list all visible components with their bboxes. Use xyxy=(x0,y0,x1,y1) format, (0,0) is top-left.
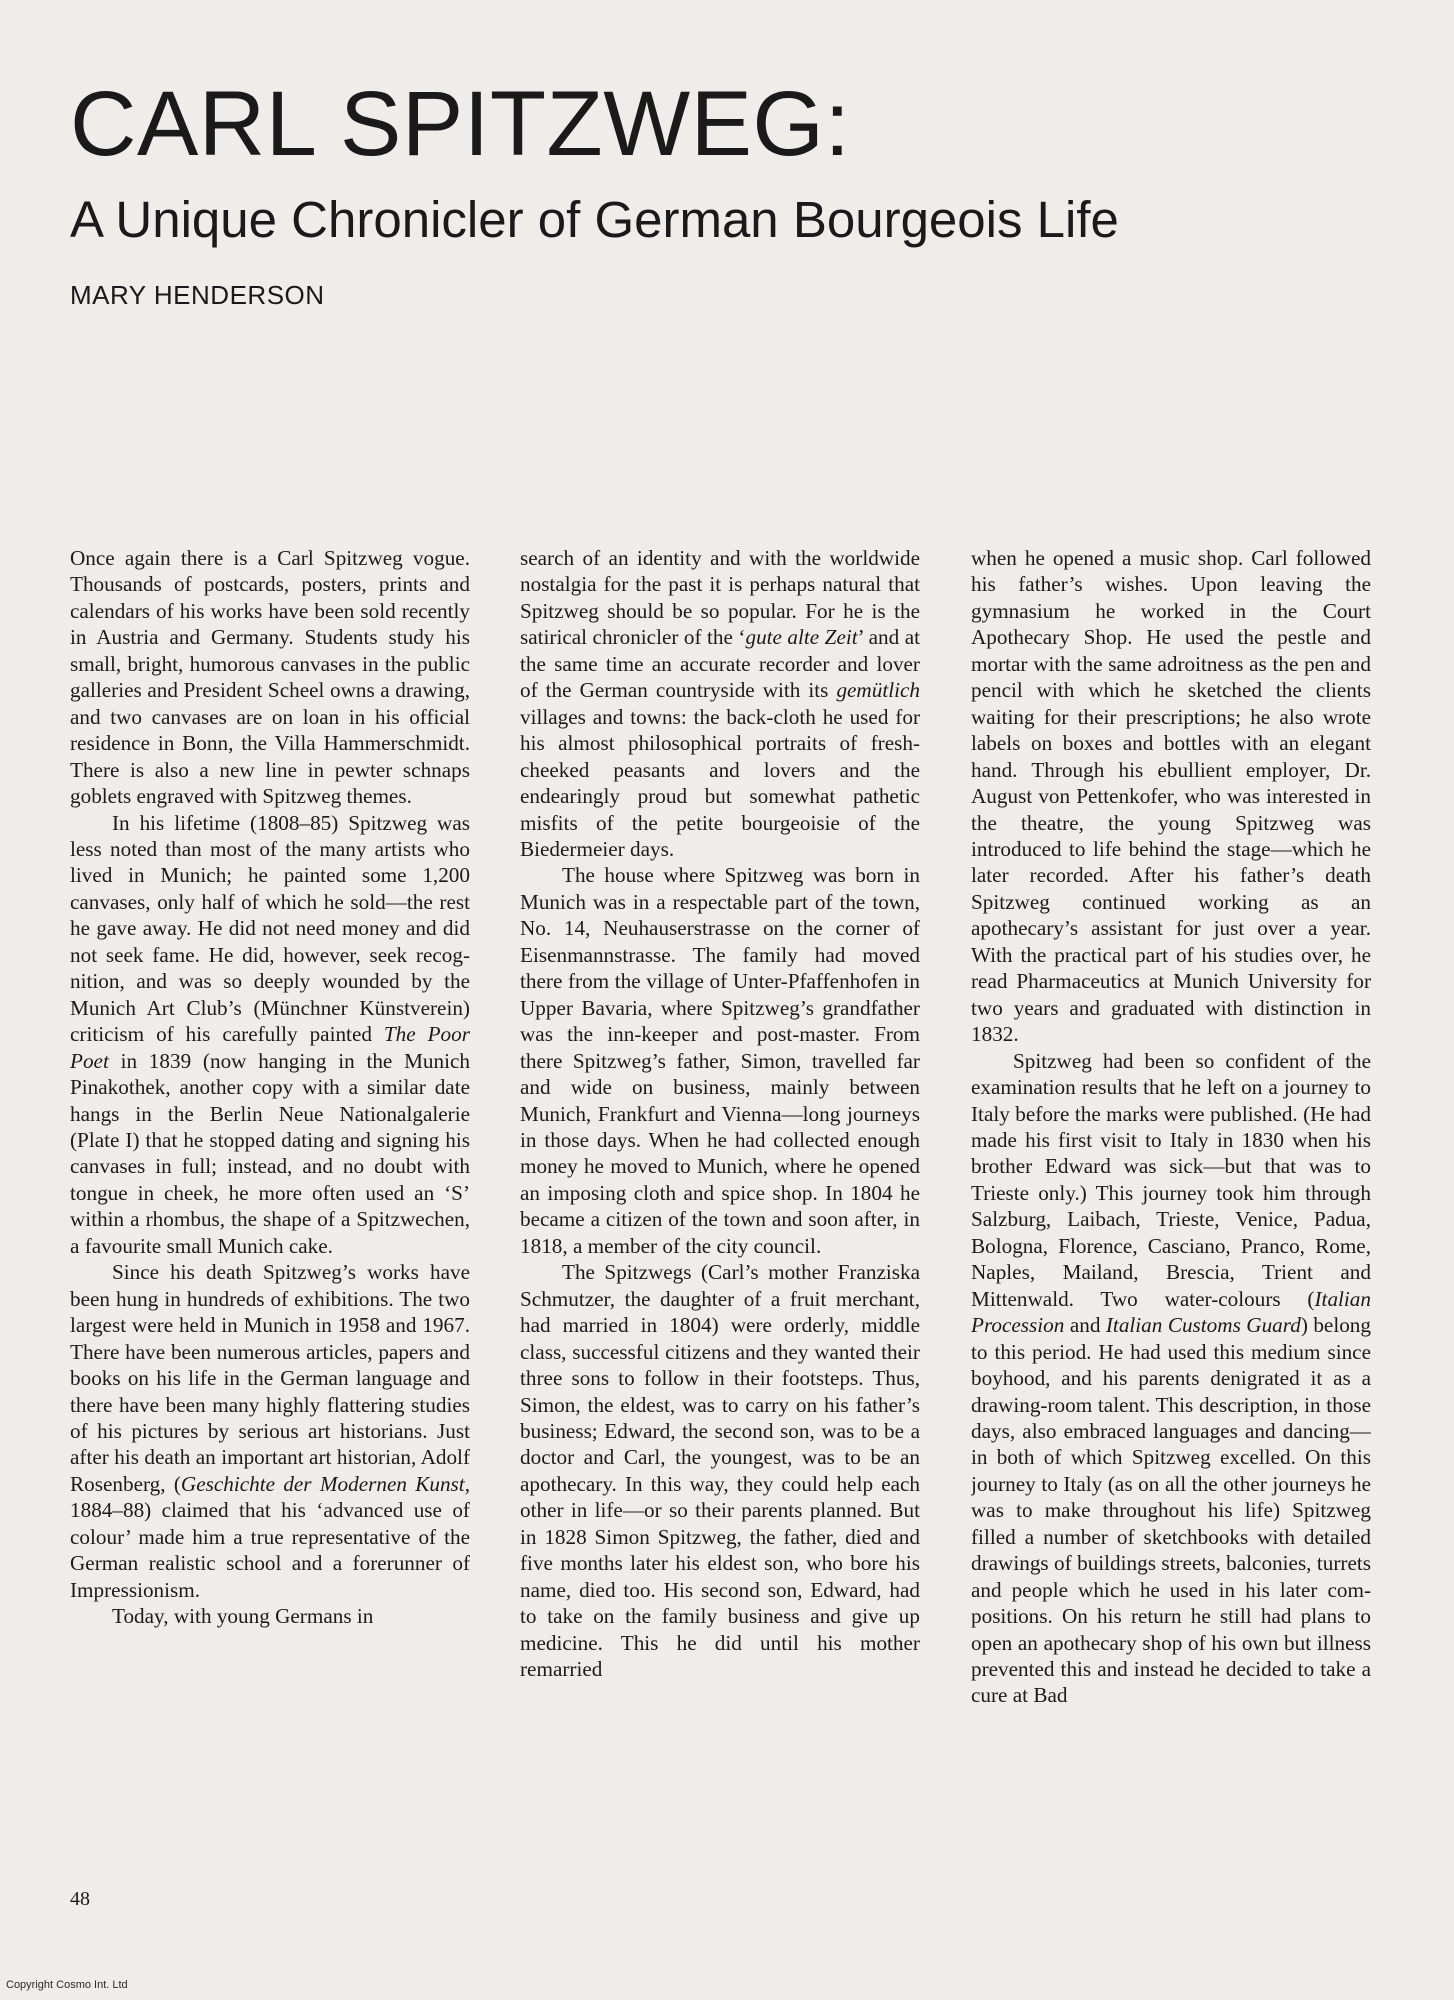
paragraph xyxy=(971,545,1371,1048)
italic-title-text: gemütlich xyxy=(836,678,920,703)
italic-title-text: Italian Procession xyxy=(971,1286,1371,1338)
body-text: Since his death Spitzweg’s works have been hung in hundreds of exhibitions. The two largest were held in Munich in 1958 and 1967. There have been numerous articles, papers and books on his life in the German language and there have been many highly flattering studies of his pictures by serious art historians. Just after his death an important art historian, Adolf Rosenberg, ( xyxy=(70,1260,470,1496)
body-text: ) belong to this period. He had used this medium since boyhood, and his parents denigrated it as a drawing-room talent. This description, in those days, also embraced languages and dancing—in both of which Spitzweg excelled. On this journey to Italy (as on all the other journeys he was to make throughout his life) Spitzweg filled a number of sketchbooks with detailed drawings of buildings streets, balconies, turrets and people which he used in his later compositions. On his return he still had plans to open an apothecary shop of his own but illness prevented this and instead he decided to take a cure at Bad xyxy=(971,1313,1371,1708)
body-text: In his lifetime (1808–85) Spitzweg was less noted than most of the many artists who lived in Munich; he painted some 1,200 canvases, only half of which he sold—the rest he gave away. He did not need money and did not seek fame. He did, however, seek recognition, and was so deeply wounded by the Munich Art Club’s (Münchner Künstverein) criticism of his carefully painted xyxy=(70,810,470,1047)
italic-title-text: Italian Customs Guard xyxy=(1105,1313,1301,1338)
paragraph xyxy=(70,1259,470,1603)
page-number: 48 xyxy=(70,1888,90,1910)
paragraph xyxy=(520,1259,920,1682)
italic-title-text: The Poor Poet xyxy=(70,1022,470,1073)
body-column-2 xyxy=(520,545,920,1835)
body-column-3 xyxy=(971,545,1371,1835)
article-subtitle: A Unique Chronicler of German Bourgeois Life xyxy=(70,191,1119,248)
paragraph xyxy=(520,545,920,862)
italic-title-text: gute alte Zeit xyxy=(745,625,858,650)
body-text: The house where Spitzweg was born in Munich was in a respectable part of the town, No. 14, Neuhauserstrasse on the corner of Eisenmannstrasse. The family had moved there from the village of Unter-Pfaffenhofen in Upper Bavaria, where Spitzweg’s grandfather was the inn-keeper and post-master. From there Spitzweg’s father, Simon, travelled far and wide on business, mainly between Munich, Frankfurt and Vienna—long journeys in those days. When he had collected enough money he moved to Munich, where he opened an imposing cloth and spice shop. In 1804 he became a citizen of the town and soon after, in 1818, a member of the city council. xyxy=(520,863,920,1258)
paragraph xyxy=(70,810,470,1260)
article-title: CARL SPITZWEG: xyxy=(70,73,851,175)
body-text: The Spitzwegs (Carl’s mother Franziska Schmutzer, the daughter of a fruit merchant, had married in 1804) were orderly, middle class, successful citizens and they wanted their three sons to follow in their footsteps. Thus, Simon, the eldest, was to carry on his father’s business; Edward, the second son, was to be a doctor and Carl, the youngest, was to be an apothecary. In this way, they could help each other in life—or so their parents planned. But in 1828 Simon Spitzweg, the father, died and five months later his eldest son, who bore his name, died too. His second son, Edward, had to take on the family business and give up medicine. This he did until his mother remarried xyxy=(520,1260,920,1682)
body-text: when he opened a music shop. Carl followed his father’s wishes. Upon leaving the gymnasium he worked in the Court Apothecary Shop. He used the pestle and mortar with the same adroitness as the pen and pencil with which he sketched the clients waiting for their prescriptions; he also wrote labels on boxes and bottles with an elegant hand. Through his ebullient employer, Dr. August von Pettenkofer, who was interested in the theatre, the young Spitzweg was introduced to life behind the stage—which he later recorded. After his father’s death Spitzweg continued working as an apothecary’s assistant for just over a year. With the practical part of his studies over, he read Pharmaceutics at Munich University for two years and graduated with distinction in 1832. xyxy=(971,546,1371,1047)
paragraph xyxy=(70,545,470,810)
paragraph xyxy=(70,1603,470,1629)
body-text: search of an identity and with the worldwide nostalgia for the past it is perhaps natural that Spitzweg should be so popular. For he is the satirical chronicler of the ‘ xyxy=(520,546,920,650)
body-text: Once again there is a Carl Spitzweg vogue. Thousands of postcards, posters, prints and calendars of his works have been sold recently in Austria and Germany. Students study his small, bright, humorous canvases in the public galleries and President Scheel owns a drawing, and two canvases are on loan in his official residence in Bonn, the Villa Hammerschmidt. There is also a new line in pewter schnaps goblets engraved with Spitzweg themes. xyxy=(70,546,470,809)
body-text: ’ and at the same time an accurate recorder and lover of the German countryside with its xyxy=(520,625,920,703)
body-text: and xyxy=(1064,1313,1106,1338)
body-text: Today, with young Germans in xyxy=(112,1604,374,1629)
paragraph xyxy=(971,1048,1371,1709)
paragraph xyxy=(520,862,920,1259)
body-column-1 xyxy=(70,545,470,1835)
author-byline: MARY HENDERSON xyxy=(70,280,325,310)
body-text: villages and towns: the back-cloth he used for his almost philosophical portraits of fresh-cheeked peasants and lovers and the endearingly proud but somewhat pathetic misfits of the petite bourgeoisie of the Biedermeier days. xyxy=(520,704,920,861)
italic-title-text: Geschichte der Modernen Kunst xyxy=(180,1471,465,1496)
copyright-notice: Copyright Cosmo Int. Ltd xyxy=(6,1979,128,1991)
body-text: , 1884–88) claimed that his ‘advanced use of colour’ made him a true representative of the German realistic school and a forerunner of Impressionism. xyxy=(70,1471,470,1602)
body-text: in 1839 (now hanging in the Munich Pinakothek, another copy with a similar date hangs in the Berlin Neue Nationalgalerie (Plate I) that he stopped dating and signing his canvases in full; instead, and no doubt with tongue in cheek, he more often used an ‘S’ within a rhombus, the shape of a Spitzwechen, a favourite small Munich cake. xyxy=(70,1048,470,1258)
body-text: Spitzweg had been so confident of the examination results that he left on a journey to Italy before the marks were published. (He had made his first visit to Italy in 1830 when his brother Edward was sick—but that was to Trieste only.) This journey took him through Salzburg, Laibach, Trieste, Venice, Padua, Bologna, Florence, Casciano, Pranco, Rome, Naples, Mailand, Brescia, Trient and Mittenwald. Two water-colours ( xyxy=(971,1048,1371,1311)
